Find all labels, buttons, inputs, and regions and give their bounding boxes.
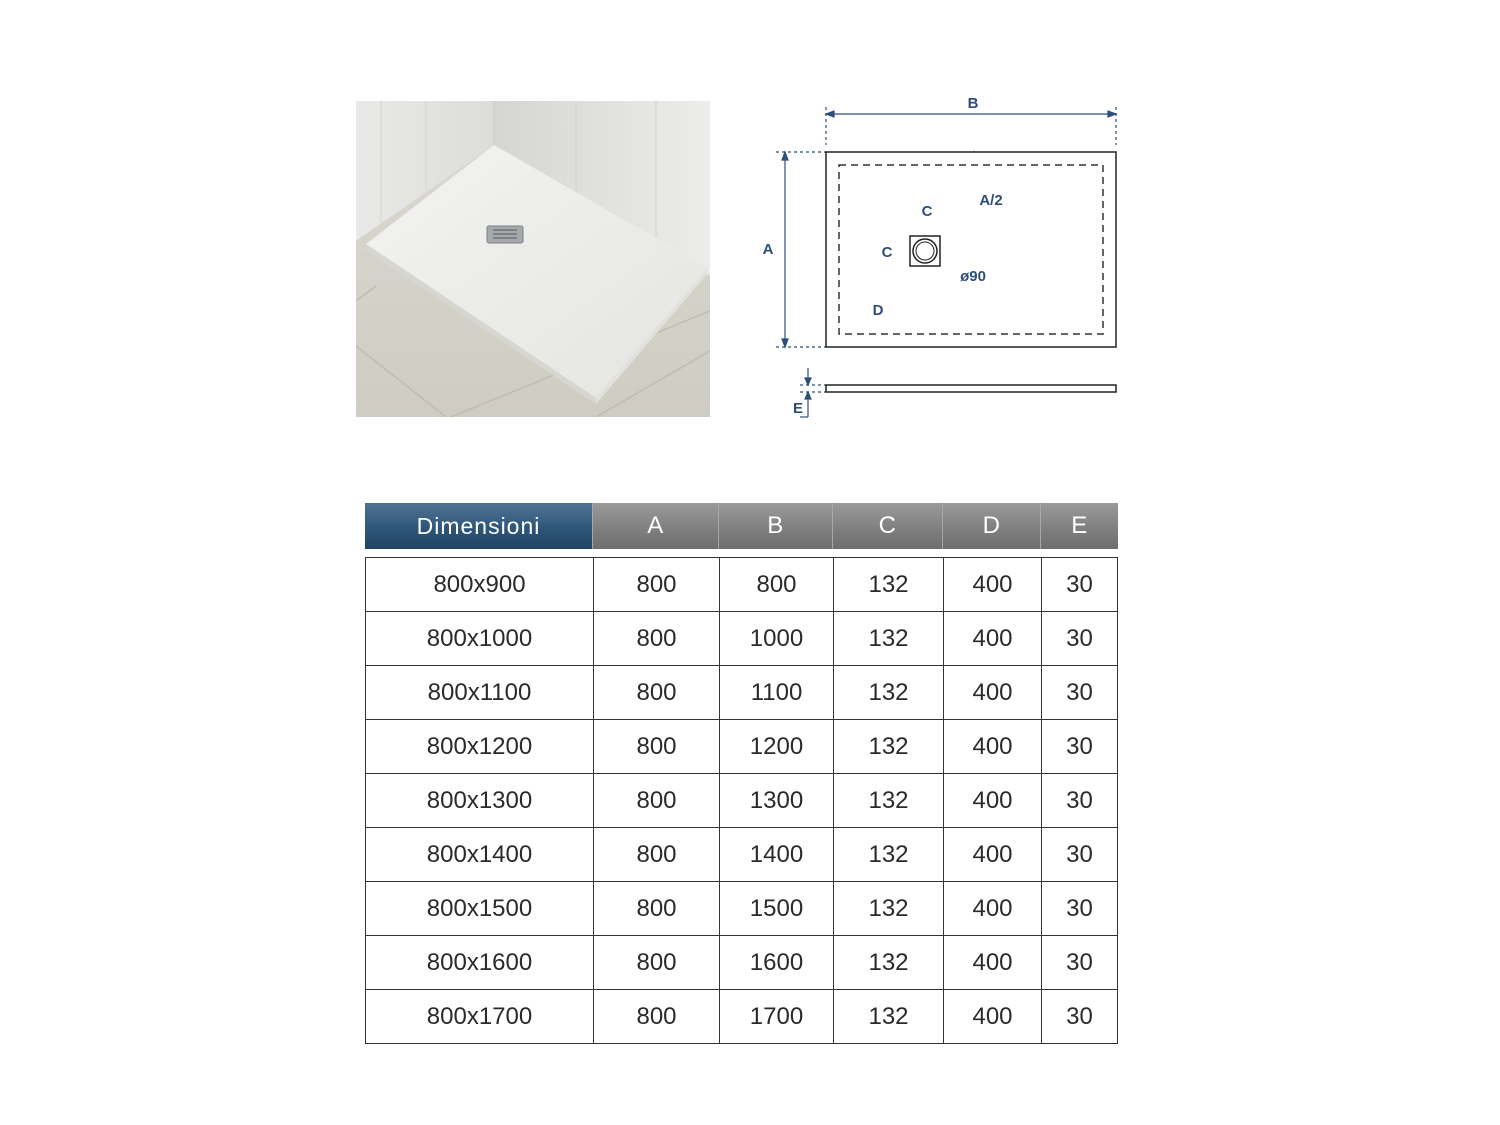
label-c-left: C (881, 244, 893, 261)
cell-b: 1000 (719, 612, 833, 666)
label-a: A (762, 241, 774, 258)
cell-d: 400 (943, 990, 1041, 1044)
cell-dimensioni: 800x1400 (365, 828, 593, 882)
label-d: D (872, 302, 884, 319)
cell-e: 30 (1041, 720, 1118, 774)
table-row (365, 882, 1118, 936)
table-row (365, 990, 1118, 1044)
cell-d: 400 (943, 774, 1041, 828)
cell-b: 1600 (719, 936, 833, 990)
label-c-top: C (921, 203, 933, 220)
table-row (365, 666, 1118, 720)
cell-b: 1200 (719, 720, 833, 774)
cell-a: 800 (593, 990, 719, 1044)
cell-d: 400 (943, 882, 1041, 936)
header-d: D (943, 503, 1041, 549)
cell-b: 1700 (719, 990, 833, 1044)
cell-a: 800 (593, 936, 719, 990)
cell-d: 400 (943, 828, 1041, 882)
cell-c: 132 (833, 666, 943, 720)
label-b: B (967, 95, 979, 112)
cell-c: 132 (833, 612, 943, 666)
cell-a: 800 (593, 612, 719, 666)
cell-e: 30 (1041, 936, 1118, 990)
cell-dimensioni: 800x1500 (365, 882, 593, 936)
cell-a: 800 (593, 666, 719, 720)
cell-dimensioni: 800x1000 (365, 612, 593, 666)
table-row (365, 774, 1118, 828)
cell-e: 30 (1041, 774, 1118, 828)
cell-dimensioni: 800x1700 (365, 990, 593, 1044)
cell-b: 1400 (719, 828, 833, 882)
cell-e: 30 (1041, 612, 1118, 666)
cell-dimensioni: 800x1200 (365, 720, 593, 774)
cell-c: 132 (833, 828, 943, 882)
cell-b: 1300 (719, 774, 833, 828)
header-a: A (593, 503, 719, 549)
cell-c: 132 (833, 774, 943, 828)
table-row (365, 557, 1118, 612)
cell-a: 800 (593, 828, 719, 882)
header-b: B (719, 503, 833, 549)
cell-e: 30 (1041, 828, 1118, 882)
header-dimensioni: Dimensioni (365, 503, 593, 549)
cell-dimensioni: 800x1600 (365, 936, 593, 990)
cell-e: 30 (1041, 882, 1118, 936)
cell-a: 800 (593, 774, 719, 828)
cell-a: 800 (593, 557, 719, 612)
label-e: E (792, 400, 804, 417)
cell-c: 132 (833, 557, 943, 612)
cell-dimensioni: 800x900 (365, 557, 593, 612)
table-row (365, 936, 1118, 990)
cell-e: 30 (1041, 666, 1118, 720)
cell-c: 132 (833, 936, 943, 990)
cell-c: 132 (833, 990, 943, 1044)
header-c: C (833, 503, 943, 549)
cell-a: 800 (593, 882, 719, 936)
table-row (365, 612, 1118, 666)
cell-dimensioni: 800x1100 (365, 666, 593, 720)
cell-d: 400 (943, 557, 1041, 612)
cell-d: 400 (943, 612, 1041, 666)
cell-e: 30 (1041, 557, 1118, 612)
dimensions-table (365, 503, 1118, 1044)
cell-dimensioni: 800x1300 (365, 774, 593, 828)
cell-d: 400 (943, 936, 1041, 990)
cell-c: 132 (833, 720, 943, 774)
cell-b: 1500 (719, 882, 833, 936)
label-drain-diameter: ø90 (960, 268, 986, 285)
header-e: E (1041, 503, 1118, 549)
dimension-diagram (740, 85, 1150, 445)
table-row (365, 828, 1118, 882)
cell-b: 800 (719, 557, 833, 612)
cell-a: 800 (593, 720, 719, 774)
table-header-row (365, 503, 1118, 549)
cell-d: 400 (943, 666, 1041, 720)
label-a-half: A/2 (979, 192, 1003, 209)
table-row (365, 720, 1118, 774)
product-photo (356, 101, 710, 417)
cell-b: 1100 (719, 666, 833, 720)
cell-d: 400 (943, 720, 1041, 774)
cell-c: 132 (833, 882, 943, 936)
cell-e: 30 (1041, 990, 1118, 1044)
